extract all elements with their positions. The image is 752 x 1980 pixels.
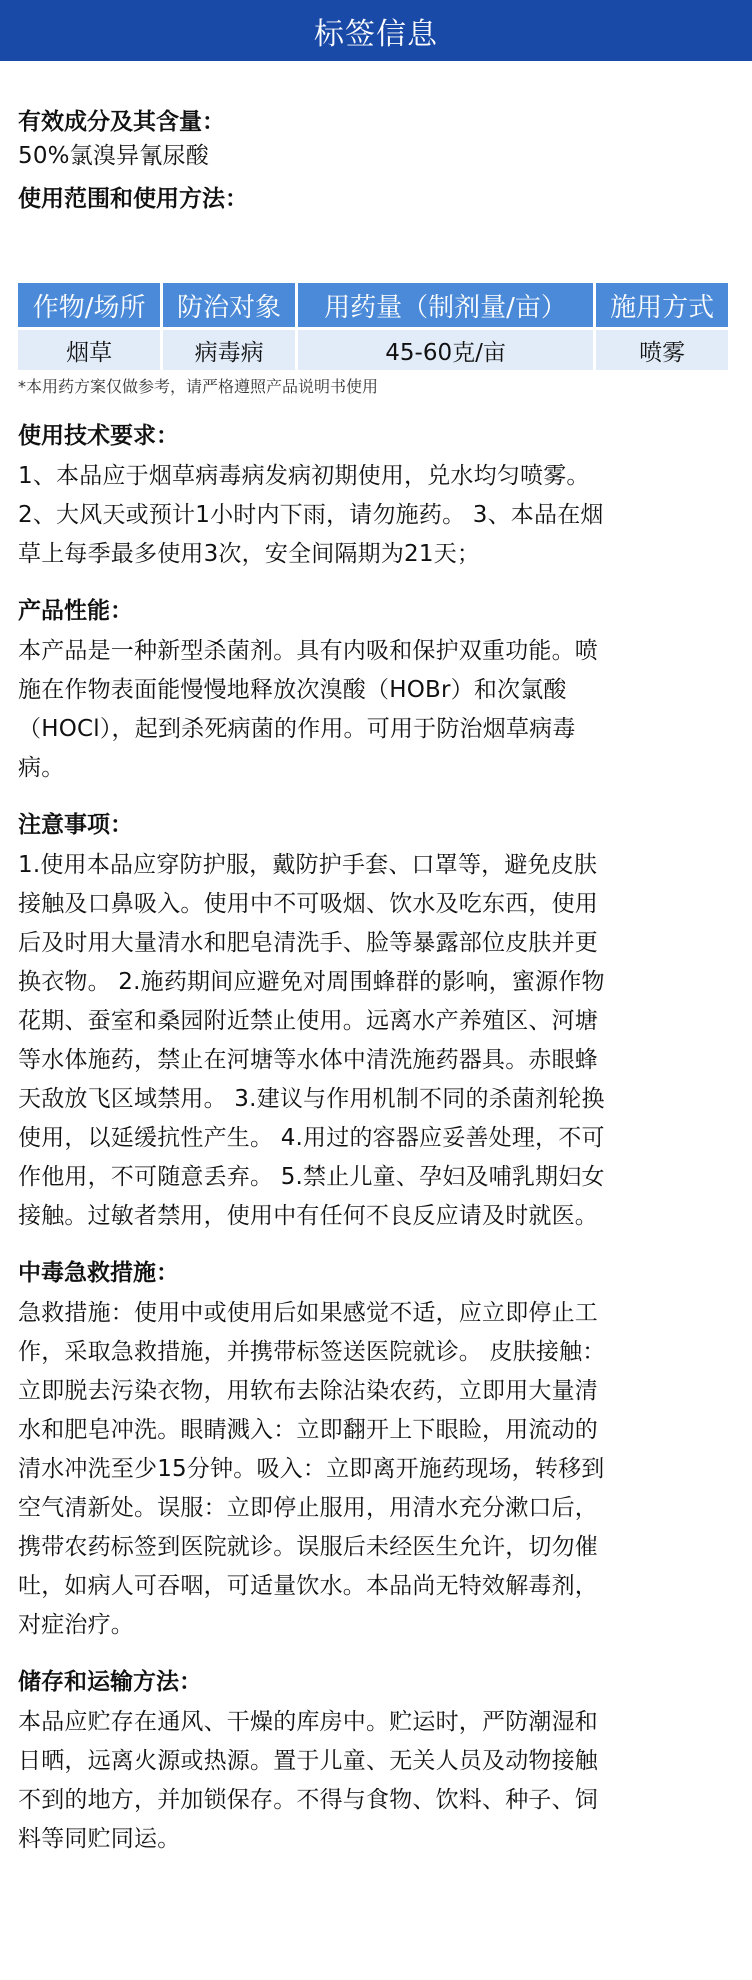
performance-section (18, 596, 734, 788)
cautions-line: 使用，以延缓抗性产生。 4.用过的容器应妥善处理，不可 (18, 1125, 605, 1151)
firstaid-line: 立即脱去污染衣物，用软布去除沾染农药，立即用大量清 (18, 1378, 598, 1404)
firstaid-section (18, 1258, 734, 1645)
technical-line: 草上每季最多使用3次，安全间隔期为21天； (18, 541, 481, 567)
usage-note: *本用药方案仅做参考，请严格遵照产品说明书使用 (18, 377, 379, 396)
usage-col-target: 防治对象 (163, 283, 295, 327)
storage-line: 料等同贮同运。 (18, 1826, 181, 1852)
storage-section (18, 1667, 734, 1859)
ingredient-title: 有效成分及其含量： (18, 109, 225, 135)
storage-line: 本品应贮存在通风、干燥的库房中。贮运时，严防潮湿和 (18, 1709, 598, 1735)
cautions-line: 1.使用本品应穿防护服，戴防护手套、口罩等，避免皮肤 (18, 852, 598, 878)
cautions-line: 作他用，不可随意丢弃。 5.禁止儿童、孕妇及哺乳期妇女 (18, 1164, 605, 1190)
firstaid-line: 对症治疗。 (18, 1612, 134, 1638)
technical-line: 1、本品应于烟草病毒病发病初期使用，兑水均匀喷雾。 (18, 463, 590, 489)
firstaid-title: 中毒急救措施： (18, 1260, 179, 1286)
page-title: 标签信息 (314, 16, 438, 52)
usage-cell-crop: 烟草 (18, 330, 160, 370)
cautions-line: 等水体施药，禁止在河塘等水体中清洗施药器具。赤眼蜂 (18, 1047, 598, 1073)
cautions-section (18, 810, 734, 1236)
performance-title: 产品性能： (18, 598, 133, 624)
usage-cell-method: 喷雾 (596, 330, 728, 370)
usage-cell-target: 病毒病 (163, 330, 295, 370)
firstaid-line: 清水冲洗至少15分钟。吸入：立即离开施药现场，转移到 (18, 1456, 605, 1482)
usage-col-crop: 作物/场所 (18, 283, 160, 327)
technical-section (18, 421, 734, 574)
usage-col-method: 施用方式 (596, 283, 728, 327)
page-header (0, 0, 752, 61)
firstaid-line: 水和肥皂冲洗。眼睛溅入：立即翻开上下眼睑，用流动的 (18, 1417, 598, 1443)
cautions-line: 换衣物。 2.施药期间应避免对周围蜂群的影响，蜜源作物 (18, 969, 605, 995)
technical-line: 2、大风天或预计1小时内下雨，请勿施药。 3、本品在烟 (18, 502, 604, 528)
firstaid-line: 空气清新处。误服：立即停止服用，用清水充分漱口后， (18, 1495, 598, 1521)
firstaid-line: 携带农药标签到医院就诊。误服后未经医生允许，切勿催 (18, 1534, 598, 1560)
cautions-line: 花期、蚕室和桑园附近禁止使用。远离水产养殖区、河塘 (18, 1008, 598, 1034)
ingredient-value: 50%氯溴异氰尿酸 (18, 143, 209, 169)
usage-col-dosage: 用药量（制剂量/亩） (298, 283, 593, 327)
table-row (18, 330, 728, 370)
usage-cell-dosage: 45-60克/亩 (298, 330, 593, 370)
firstaid-line: 作，采取急救措施，并携带标签送医院就诊。 皮肤接触： (18, 1339, 606, 1365)
performance-line: （HOCl），起到杀死病菌的作用。可用于防治烟草病毒 (18, 716, 576, 742)
cautions-title: 注意事项： (18, 812, 133, 838)
cautions-line: 接触。过敏者禁用，使用中有任何不良反应请及时就医。 (18, 1203, 598, 1229)
cautions-line: 后及时用大量清水和肥皂清洗手、脸等暴露部位皮肤并更 (18, 930, 598, 956)
storage-line: 日晒，远离火源或热源。置于儿童、无关人员及动物接触 (18, 1748, 598, 1774)
usage-table-header-row (18, 283, 728, 327)
firstaid-line: 吐，如病人可吞咽，可适量饮水。本品尚无特效解毒剂， (18, 1573, 598, 1599)
label-content (0, 107, 752, 1859)
storage-title: 储存和运输方法： (18, 1669, 202, 1695)
cautions-line: 天敌放飞区域禁用。 3.建议与作用机制不同的杀菌剂轮换 (18, 1086, 605, 1112)
firstaid-line: 急救措施：使用中或使用后如果感觉不适，应立即停止工 (18, 1300, 598, 1326)
storage-line: 不到的地方，并加锁保存。不得与食物、饮料、种子、饲 (18, 1787, 598, 1813)
technical-title: 使用技术要求： (18, 423, 179, 449)
performance-line: 施在作物表面能慢慢地释放次溴酸（HOBr）和次氯酸 (18, 677, 567, 703)
cautions-line: 接触及口鼻吸入。使用中不可吸烟、饮水及吃东西，使用 (18, 891, 598, 917)
usage-table (15, 280, 731, 373)
performance-line: 本产品是一种新型杀菌剂。具有内吸和保护双重功能。喷 (18, 638, 598, 664)
usage-title: 使用范围和使用方法： (18, 186, 248, 212)
performance-line: 病。 (18, 755, 65, 781)
